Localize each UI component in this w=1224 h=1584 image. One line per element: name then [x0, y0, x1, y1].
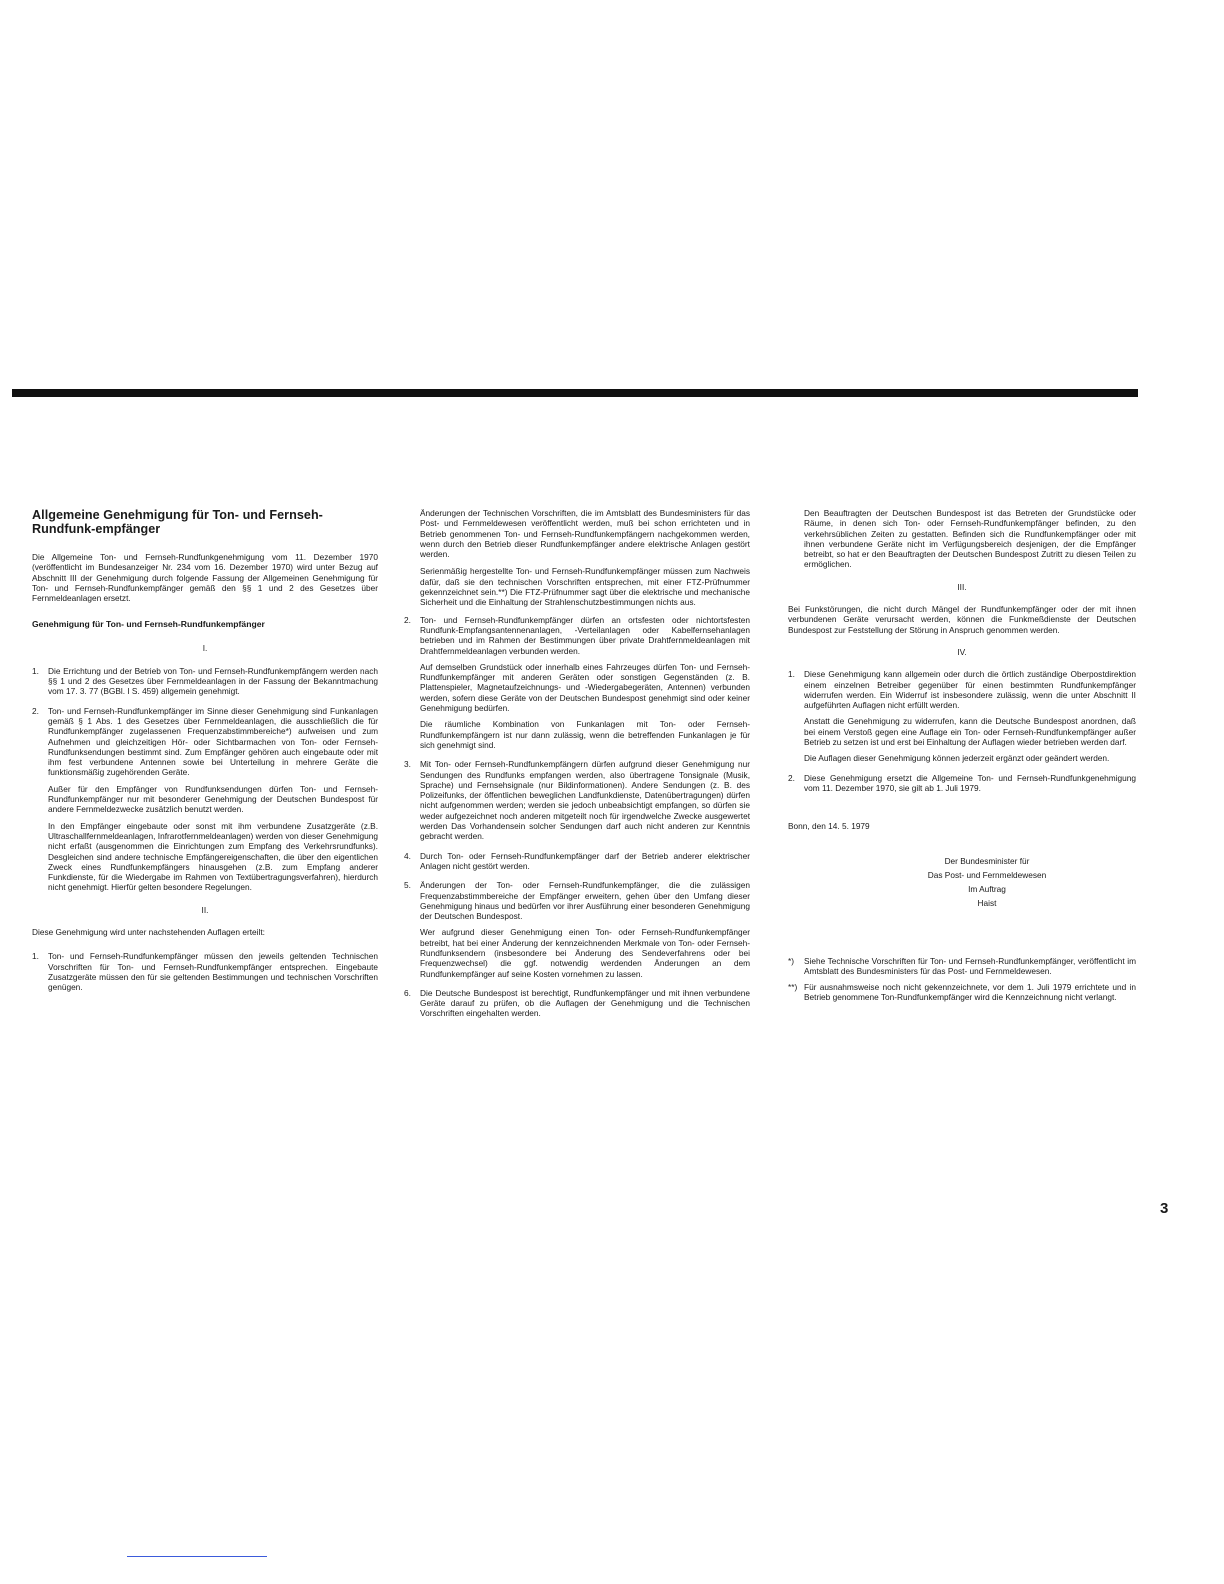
- item-text: Den Beauftragten der Deutschen Bundespost ist das Betreten der Grundstücke oder Räume, in denen sich Ton- oder Fernseh-Rundfunkempfänger befinden, zu den verkehrsüblichen Zeiten zu gestatten. Befinden sich die Rundfunkempfänger oder mit ihnen verbundene Geräte nicht im Verfügungsbereich desjenigen, der die Empfänger betreibt, so hat er den Beauftragten der Deutschen Bundespost Zutritt zu diesen Teilen zu ermöglichen.: [804, 508, 1136, 570]
- date-line: Bonn, den 14. 5. 1979: [788, 821, 870, 832]
- signature-line: Das Post- und Fernmeldewesen: [927, 869, 1047, 880]
- signature-line: Der Bundesminister für: [944, 855, 1030, 866]
- list-item: [788, 773, 1136, 794]
- list-item: [32, 951, 378, 992]
- item-number: 2.: [404, 614, 411, 625]
- item-text: Änderungen der Technischen Vorschriften, die im Amtsblatt des Bundesministers für das Post- und Fernmeldewesen veröffentlicht werden, muß bei schon errichteten und in Betrieb genommenen Ton- und Fernseh-Rundfunkempfängern nachgekommen werden, wenn durch den Betrieb dieser Rundfunkempfänger andere elektrische Anlagen gestört werden.: [420, 508, 750, 560]
- signature-block: [838, 854, 1136, 910]
- item-text: Mit Ton- oder Fernseh-Rundfunkempfängern dürfen aufgrund dieser Genehmigung nur Sendungen des Rundfunks empfangen werden, also übertragene Tonsignale (Musik, Sprache) und Fernsehsignale (nur Bildinformationen). Andere Sendungen (z. B. des Polizeifunks, der öffentlichen beweglichen Landfunkdienste, Datenübertragungen) dürfen nicht aufgenommen werden; werden sie jedoch unbeabsichtigt empfangen, so dürfen sie weder aufgezeichnet noch anderen mitgeteilt noch für irgendwelche Zwecke ausgewertet werden Das Vorhandensein solcher Sendungen darf auch nicht anderen zur Kenntnis gebracht werden.: [420, 759, 750, 842]
- subtitle: Genehmigung für Ton- und Fernseh-Rundfunkempfänger: [32, 619, 265, 630]
- list-item: [404, 880, 750, 979]
- section-heading-2: II.: [201, 904, 209, 915]
- list-item: [788, 669, 1136, 763]
- item-text: Die Auflagen dieser Genehmigung können jederzeit ergänzt oder geändert werden.: [804, 753, 1110, 764]
- signature-line: Im Auftrag: [968, 883, 1006, 894]
- list-item: [32, 666, 378, 697]
- column-middle: [404, 508, 750, 1028]
- item-text: Die Deutsche Bundespost ist berechtigt, Rundfunkempfänger und mit ihnen verbundene Geräte darauf zu prüfen, ob die Auflagen der Genehmigung und die Technischen Vorschriften eingehalten werden.: [420, 987, 750, 1019]
- item-text: Die Errichtung und der Betrieb von Ton- und Fernseh-Rundfunkempfängern werden nach §§ 1 und 2 des Gesetzes über Fernmeldeanlagen in der Fassung der Bekanntmachung vom 17. 3. 77 (BGBl. I S. 459) allgemein genehmigt.: [48, 665, 378, 697]
- list-item: [404, 851, 750, 872]
- signature-name: Haist: [977, 897, 997, 908]
- footnote-mark: *): [788, 955, 794, 966]
- item-text: Diese Genehmigung ersetzt die Allgemeine Ton- und Fernseh-Rundfunkgenehmigung vom 11. Dezember 1970, sie gilt ab 1. Juli 1979.: [804, 772, 1136, 793]
- item-number: 4.: [404, 850, 411, 861]
- page-number: 3: [1160, 1200, 1169, 1217]
- item-text: Anstatt die Genehmigung zu widerrufen, kann die Deutsche Bundespost anordnen, daß bei einem Verstoß gegen eine Auflage ein Ton- oder Fernseh-Rundfunkempfänger außer Betrieb zu setzen ist und erst bei Einhaltung der Auflagen wieder betrieben werden darf.: [804, 716, 1136, 748]
- footnote-mark: **): [788, 982, 798, 993]
- column-left: [32, 508, 378, 1002]
- section-heading-1: I.: [202, 643, 208, 654]
- top-rule: [12, 389, 1138, 397]
- auflagen-intro: Diese Genehmigung wird unter nachstehenden Auflagen erteilt:: [32, 927, 265, 938]
- footnote: [788, 956, 1136, 977]
- item-text: Durch Ton- oder Fernseh-Rundfunkempfänger darf der Betrieb anderer elektrischer Anlagen nicht gestört werden.: [420, 850, 750, 871]
- item-text: Auf demselben Grundstück oder innerhalb eines Fahrzeuges dürfen Ton- und Fernseh-Rundfunkempfänger mit anderen Geräten oder sonstigen Gegenständen (z. B. Plattenspieler, Magnetaufzeichnungs- und -Wiedergabegeräten, Antennen) verbunden werden, sofern diese Geräte von der Deutschen Bundespost genehmigt sind oder keiner Genehmigung bedürfen.: [420, 661, 750, 714]
- item-text: Außer für den Empfänger von Rundfunksendungen dürfen Ton- und Fernseh-Rundfunkempfänger nur mit besonderer Genehmigung der Deutschen Bundespost für andere Fernmeldezwecke zusätzlich benutzt werden.: [48, 783, 378, 815]
- section-heading-3: III.: [957, 581, 967, 592]
- item-text: Ton- und Fernseh-Rundfunkempfänger im Sinne dieser Genehmigung sind Funkanlagen gemäß § 1 Abs. 1 des Gesetzes über Fernmeldeanlagen, die ausschließlich die für Rundfunkempfänger zugelassenen Frequenzabstimmbereiche*) aufweisen und zum Aufnehmen und gleichzeitigen Hör- oder Sichtbarmachen von Ton- oder Fernseh-Rundfunksendungen bestimmt sind. Zum Empfänger gehören auch eingebaute oder mit ihm fest verbundene Antennen sowie bei Unterteilung in mehrere Geräte die funktionsmäßig zugehörenden Geräte.: [48, 705, 378, 778]
- footer-line: [127, 1556, 267, 1557]
- intro-paragraph: Die Allgemeine Ton- und Fernseh-Rundfunkgenehmigung vom 11. Dezember 1970 (veröffentlicht im Bundesanzeiger Nr. 234 vom 16. Dezember 1970) wird unter Bezug auf Abschnitt III der Genehmigung durch folgende Fassung der Allgemeinen Genehmigung für Ton- und Fernseh-Rundfunkempfänger gemäß den §§ 1 und 2 des Gesetzes über Fernmeldeanlagen ersetzt.: [32, 552, 378, 604]
- footnote-text: Siehe Technische Vorschriften für Ton- und Fernseh-Rundfunkempfänger, veröffentlicht im Amtsblatt des Bundesministers für das Post- und Fernmeldewesen.: [804, 955, 1136, 976]
- footnote: [788, 982, 1136, 1003]
- item-text: Serienmäßig hergestellte Ton- und Fernseh-Rundfunkempfänger müssen zum Nachweis dafür, daß sie den technischen Vorschriften entsprechen, mit einer FTZ-Prüfnummer gekennzeichnet sein.**) Die FTZ-Prüfnummer sagt über die elektrische und mechanische Sicherheit und die Einhaltung der Strahlenschutzbestimmungen nichts aus.: [420, 566, 750, 608]
- item-number: 2.: [32, 705, 39, 716]
- list-item: [404, 615, 750, 751]
- item-number: 5.: [404, 880, 411, 891]
- list-item: [32, 706, 378, 893]
- item-text: Ton- und Fernseh-Rundfunkempfänger müssen den jeweils geltenden Technischen Vorschriften für Ton- und Fernseh-Rundfunkempfänger entsprechen. Eingebaute Zusatzgeräte müssen den für sie geltenden Bestimmungen und technischen Vorschriften genügen.: [48, 951, 378, 993]
- item-text: Wer aufgrund dieser Genehmigung einen Ton- oder Fernseh-Rundfunkempfänger betreibt, hat bei einer Änderung der kennzeichnenden Merkmale von Ton- oder Fernseh-Rundfunksendern (insbesondere bei Änderung des Sendeverfahrens oder bei Frequenzwechsel) die ggf. notwendig werdenden Änderungen an dem Rundfunkempfänger auf seine Kosten vornehmen zu lassen.: [420, 927, 750, 979]
- footnote-text: Für ausnahmsweise noch nicht gekennzeichnete, vor dem 1. Juli 1979 errichtete und in Betrieb genommene Ton-Rundfunkempfänger wird die Kennzeichnung nicht verlangt.: [804, 982, 1136, 1003]
- item-number: 2.: [788, 772, 795, 783]
- item-text: Ton- und Fernseh-Rundfunkempfänger dürfen an ortsfesten oder nichtortsfesten Rundfunk-Empfangsantennenanlagen, -Verteilanlagen oder Kabelfernsehanlagen betrieben und im Rahmen der Bestimmungen über private Drahtfernmeldeanlagen mit Drahtfernmeldeanlagen verbunden werden.: [420, 614, 750, 656]
- section-heading-4: IV.: [957, 646, 967, 657]
- list-item: [404, 759, 750, 841]
- list-item: [404, 988, 750, 1019]
- item-text: Änderungen der Ton- oder Fernseh-Rundfunkempfänger, die die zulässigen Frequenzabstimmbereiche der Empfänger erweitern, gehen über den Umfang dieser Genehmigung hinaus und bedürfen vor ihrer Ausführung einer besonderen Genehmigung der Deutschen Bundespost.: [420, 880, 750, 922]
- item-text: In den Empfänger eingebaute oder sonst mit ihm verbundene Zusatzgeräte (z.B. Ultraschallfernmeldeanlagen, Infrarotfernmeldeanlagen) werden von dieser Genehmigung nicht erfaßt (ausgenommen die Einrichtungen zum Empfang des Verkehrsrundfunks). Desgleichen sind andere technische Empfängereigenschaften, die über den eigentlichen Zweck eines Rundfunkempfängers hinausgehen (z.B. zum Empfang anderer Funkdienste, für die Wiedergabe im Rahmen von Textübertragungsverfahren), hierdurch nicht genehmigt. Hierfür gelten besondere Regelungen.: [48, 820, 378, 893]
- item-number: 1.: [788, 669, 795, 680]
- item-number: 6.: [404, 987, 411, 998]
- document-title: Allgemeine Genehmigung für Ton- und Fernseh-Rundfunk-empfänger: [32, 508, 323, 536]
- item-number: 1.: [32, 665, 39, 676]
- column-right: [788, 508, 1136, 1009]
- item-number: 1.: [32, 951, 39, 962]
- paragraph: Bei Funkstörungen, die nicht durch Mängel der Rundfunkempfänger oder der mit ihnen verbundenen Geräte verursacht werden, können die Funkmeßdienste der Deutschen Bundespost zur Feststellung der Störung in Anspruch genommen werden.: [788, 604, 1136, 635]
- item-number: 3.: [404, 759, 411, 770]
- item-text: Die räumliche Kombination von Funkanlagen mit Ton- oder Fernseh-Rundfunkempfängern ist nur dann zulässig, wenn die betreffenden Funkanlagen je für sich genehmigt sind.: [420, 719, 750, 750]
- item-text: Diese Genehmigung kann allgemein oder durch die örtlich zuständige Oberpostdirektion einem einzelnen Betreiber gegenüber für einen bestimmten Rundfunkempfänger widerrufen werden. Ein Widerruf ist insbesondere zulässig, wenn die unter Abschnitt II aufgeführten Auflagen nicht erfüllt werden.: [804, 669, 1136, 711]
